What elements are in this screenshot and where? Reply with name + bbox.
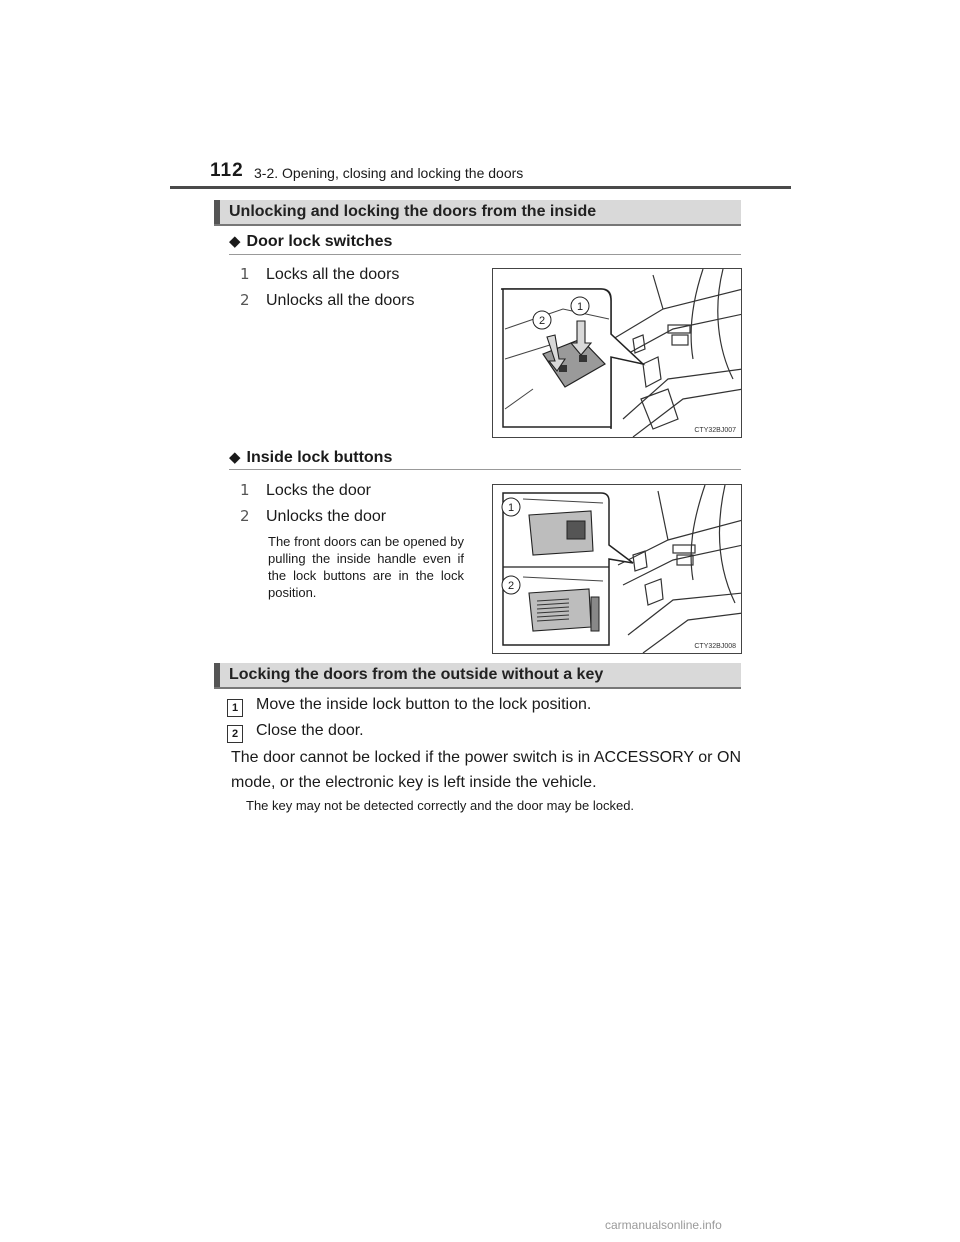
callout-item-1: 1 Locks the door	[240, 481, 371, 499]
figure-callout-2: 2	[507, 580, 515, 592]
section-title: Locking the doors from the outside without a key	[229, 666, 604, 683]
step-number: 1	[227, 699, 243, 717]
figure-callout-1: 1	[507, 502, 515, 514]
figure-callout-1: 1	[576, 301, 584, 313]
inside-lock-note: The front doors can be opened by pulling the inside handle even if the lock buttons are in the lock position.	[268, 534, 464, 600]
callout-item-1: 1 Locks all the doors	[240, 265, 400, 283]
page-number: 112	[210, 160, 244, 181]
section-accent	[214, 200, 220, 224]
subheading-inside-lock-buttons: ◆ Inside lock buttons	[229, 449, 393, 466]
subheading-rule	[229, 254, 741, 255]
figure-callout-2: 2	[538, 315, 546, 327]
callout-number: 1	[240, 481, 250, 499]
inside-lock-button-illustration	[493, 485, 741, 653]
header-rule	[170, 186, 791, 189]
section-bar-inside	[214, 200, 741, 226]
callout-number: 2	[240, 507, 250, 525]
subheading-rule	[229, 469, 741, 470]
callout-number: 2	[240, 291, 250, 309]
subheading-door-lock-switches: ◆ Door lock switches	[229, 233, 393, 250]
section-bar-outside	[214, 663, 741, 689]
callout-item-2: 2 Unlocks the door	[240, 507, 387, 525]
figure-code: CTY32BJ008	[694, 643, 736, 650]
outside-lock-paragraph: The door cannot be locked if the power switch is in ACCESSORY or ON mode, or the electronic key is left inside the vehicle.	[231, 749, 741, 791]
callout-item-2: 2 Unlocks all the doors	[240, 291, 415, 309]
section-accent	[214, 663, 220, 687]
chapter-title: 3-2. Opening, closing and locking the doors	[254, 165, 524, 181]
outside-lock-note: The key may not be detected correctly and the door may be locked.	[246, 798, 635, 813]
figure-inside-lock-buttons	[492, 484, 742, 654]
section-title: Unlocking and locking the doors from the inside	[229, 203, 597, 220]
door-lock-switch-illustration	[493, 269, 741, 437]
figure-door-lock-switches	[492, 268, 742, 438]
callout-number: 1	[240, 265, 250, 283]
figure-code: CTY32BJ007	[694, 427, 736, 434]
diamond-icon: ◆	[229, 233, 241, 250]
footer-watermark: carmanualsonline.info	[605, 1218, 722, 1232]
step-2: 2 Close the door.	[227, 722, 364, 743]
step-1: 1 Move the inside lock button to the lock position.	[227, 696, 591, 717]
diamond-icon: ◆	[229, 449, 241, 466]
step-number: 2	[227, 725, 243, 743]
